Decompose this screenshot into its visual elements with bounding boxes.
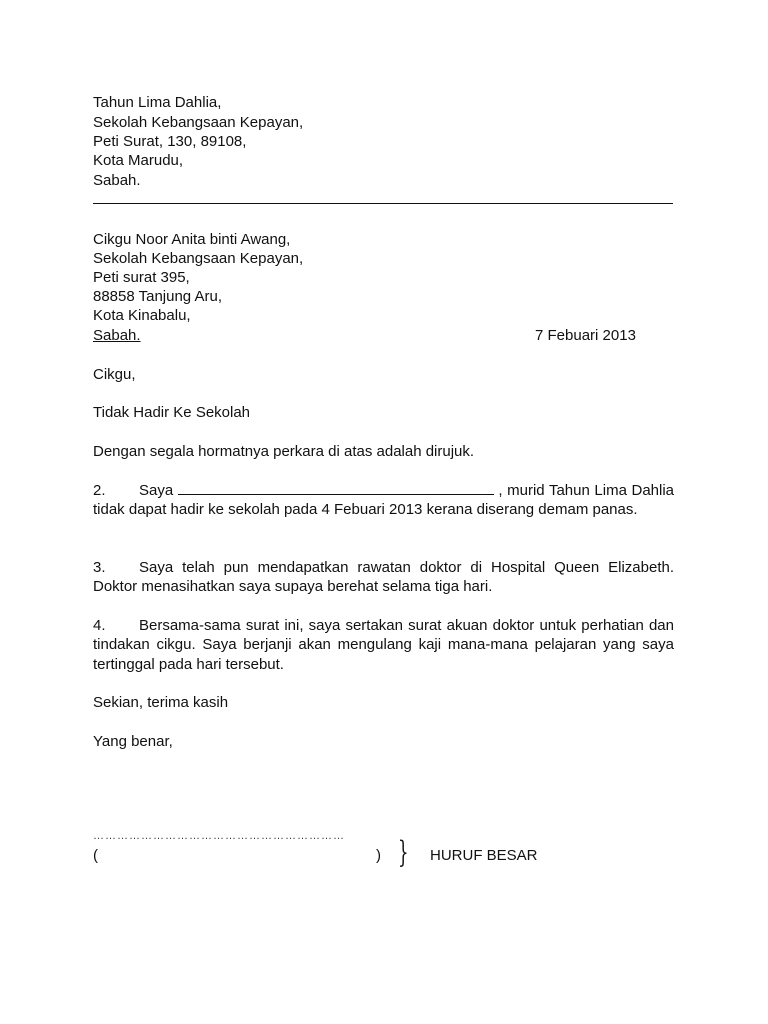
recipient-line: Cikgu Noor Anita binti Awang, bbox=[93, 231, 291, 248]
name-open-paren: ( bbox=[93, 847, 98, 864]
paragraph-2-lead: Saya bbox=[139, 482, 174, 499]
sender-line: Sekolah Kebangsaan Kepayan, bbox=[93, 114, 304, 131]
name-blank-field[interactable] bbox=[178, 481, 494, 495]
paragraph-3-text: Saya telah pun mendapatkan rawatan doktor di Hospital Queen Elizabeth. Doktor menasihatkan saya supaya berehat selama tiga hari. bbox=[93, 559, 674, 596]
sender-line: Sabah. bbox=[93, 172, 141, 189]
paragraph-4-text: Bersama-sama surat ini, saya sertakan surat akuan doktor untuk perhatian dan tindakan cikgu. Saya berjanji akan mengulang kaji mana-mana pelajaran yang saya tertinggal pada hari tersebut. bbox=[93, 617, 674, 673]
capital-letters-note: HURUF BESAR bbox=[430, 847, 538, 864]
paragraph-number: 4. bbox=[93, 617, 106, 634]
paragraph-number: 2. bbox=[93, 482, 106, 499]
recipient-line: Kota Kinabalu, bbox=[93, 307, 191, 324]
closing-line: Sekian, terima kasih bbox=[93, 694, 229, 711]
signature-dotted-line: ……………………………………………………… bbox=[93, 830, 345, 842]
recipient-line: Peti surat 395, bbox=[93, 269, 190, 286]
paragraph-3 bbox=[93, 558, 674, 597]
paragraph-2-rest: , murid Tahun Lima Dahlia tidak dapat hadir ke sekolah pada 4 Febuari 2013 kerana diserang demam panas. bbox=[93, 482, 675, 519]
paragraph-2 bbox=[93, 481, 674, 520]
subject-heading: Tidak Hadir Ke Sekolah bbox=[93, 404, 251, 421]
letter-date: 7 Febuari 2013 bbox=[535, 327, 636, 344]
salutation: Cikgu, bbox=[93, 366, 136, 383]
name-close-paren: ) bbox=[376, 847, 381, 864]
recipient-line: 88858 Tanjung Aru, bbox=[93, 288, 223, 305]
divider-line bbox=[93, 203, 673, 204]
paragraph-4 bbox=[93, 616, 674, 674]
sender-line: Kota Marudu, bbox=[93, 152, 184, 169]
curly-brace: } bbox=[398, 835, 409, 870]
intro-paragraph: Dengan segala hormatnya perkara di atas adalah dirujuk. bbox=[93, 443, 475, 460]
paragraph-number: 3. bbox=[93, 559, 106, 576]
recipient-line: Sekolah Kebangsaan Kepayan, bbox=[93, 250, 304, 267]
sender-line: Tahun Lima Dahlia, bbox=[93, 94, 222, 111]
sign-off: Yang benar, bbox=[93, 733, 173, 750]
recipient-line-state: Sabah. bbox=[93, 327, 141, 344]
sender-line: Peti Surat, 130, 89108, bbox=[93, 133, 247, 150]
